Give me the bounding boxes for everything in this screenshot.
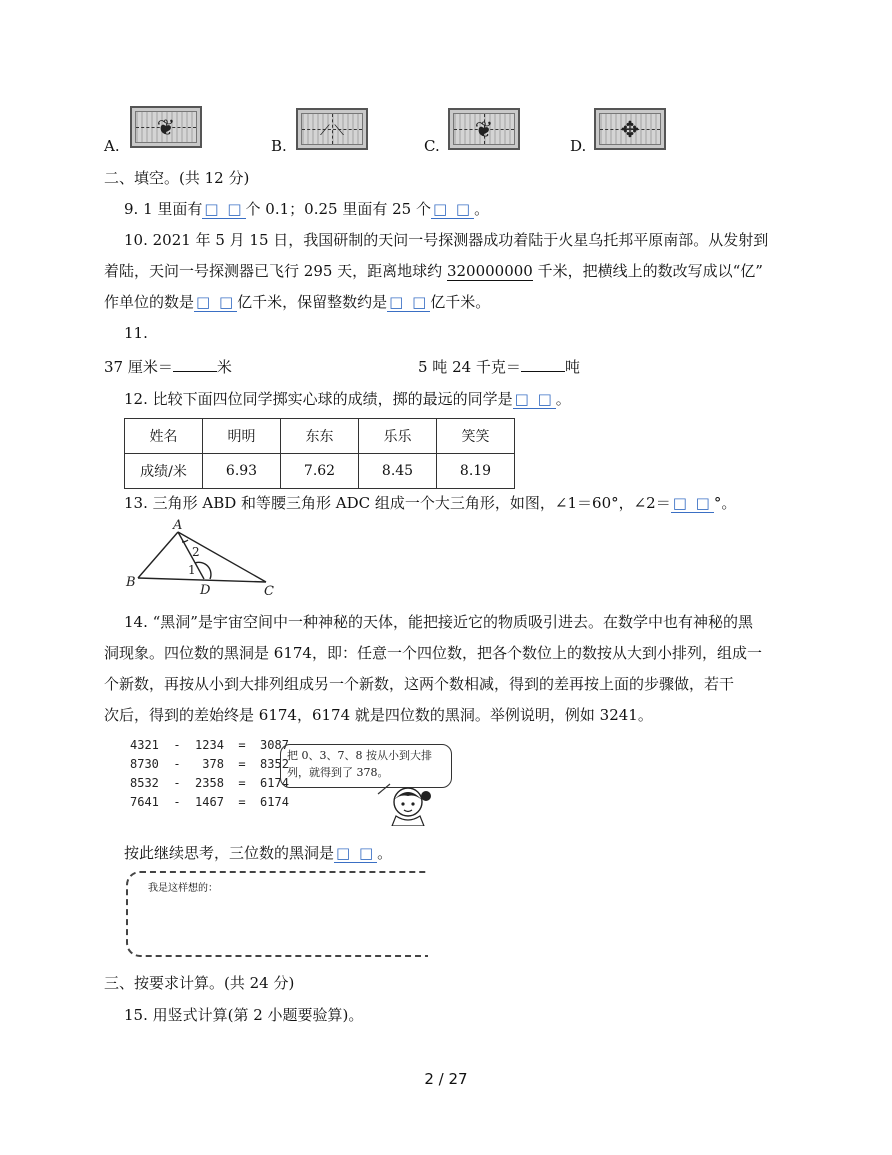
q11-a-answer[interactable] xyxy=(173,371,217,372)
q12-end: 。 xyxy=(555,390,571,408)
calc-line: 7641 - 1467 = 6174 xyxy=(130,795,289,809)
q14-line-3: 个新数，再按从小到大排列组成另一个新数，这两个数相减，得到的差再按上面的步骤做，若干 xyxy=(104,675,735,693)
option-image-a xyxy=(130,106,202,148)
page-number: 2 / 27 xyxy=(424,1070,468,1088)
option-image-d xyxy=(594,108,666,150)
side-ab xyxy=(138,532,178,578)
table-cell: 东东 xyxy=(281,419,359,454)
option-label-a: A. xyxy=(104,137,120,155)
question-9 xyxy=(124,198,489,219)
girl-illustration xyxy=(370,782,440,826)
section-heading: 二、填空。(共 12 分) xyxy=(104,169,250,187)
triangle-figure xyxy=(120,518,290,600)
q13-end: °。 xyxy=(713,494,737,512)
q9-text-1: 9. 1 里面有 xyxy=(124,200,203,218)
angle-1-label: 1 xyxy=(188,563,196,577)
q10-text: 千米，把横线上的数改写成以“亿” xyxy=(532,262,763,280)
flower-icon: ✥ xyxy=(620,118,640,143)
q11-b-unit: 吨 xyxy=(564,358,580,376)
q14-end: 。 xyxy=(377,844,393,862)
q13-blank[interactable]: □ □ xyxy=(672,494,712,512)
q11-b-answer[interactable] xyxy=(521,371,565,372)
table-row xyxy=(125,454,515,489)
table-cell: 8.19 xyxy=(437,454,515,489)
answer-box[interactable] xyxy=(126,871,428,957)
table-cell: 乐乐 xyxy=(359,419,437,454)
q14-follow-up xyxy=(124,842,392,863)
table-cell: 8.45 xyxy=(359,454,437,489)
q10-blank-2[interactable]: □ □ xyxy=(389,293,429,311)
score-table xyxy=(124,418,515,489)
q13-text: 13. 三角形 ABD 和等腰三角形 ADC 组成一个大三角形，如图，∠1＝60°，∠2＝ xyxy=(124,494,671,512)
speech-bubble: 把 0、3、7、8 按从小到大排列，就得到了 378。 xyxy=(280,744,452,788)
calc-line: 4321 - 1234 = 3087 xyxy=(130,738,289,752)
table-cell: 成绩/米 xyxy=(125,454,203,489)
q11-part-b xyxy=(418,356,580,377)
q9-blank-1[interactable]: □ □ xyxy=(204,200,244,218)
vertex-a-label: A xyxy=(173,518,183,533)
option-label-d: D. xyxy=(570,137,587,155)
vertex-c-label: C xyxy=(264,584,274,599)
q14-blank[interactable]: □ □ xyxy=(336,844,376,862)
vertex-d-label: D xyxy=(200,583,211,598)
leaf-icon: ❦ xyxy=(474,118,494,143)
question-13 xyxy=(124,492,736,513)
table-cell: 6.93 xyxy=(203,454,281,489)
q9-text-2: 个 0.1；0.25 里面有 25 个 xyxy=(245,200,431,218)
q10-line-2 xyxy=(104,260,763,281)
angle-2-label: 2 xyxy=(192,545,200,559)
leaf-icon: ❦ xyxy=(156,116,176,141)
q10-blank-1[interactable]: □ □ xyxy=(196,293,236,311)
q10-text: 着陆，天问一号探测器已飞行 295 天，距离地球约 xyxy=(104,262,447,280)
calc-line: 8730 - 378 = 8352 xyxy=(130,757,289,771)
q10-text: 亿千米。 xyxy=(430,293,491,311)
q11-number: 11. xyxy=(124,324,148,342)
q10-text: 亿千米，保留整数约是 xyxy=(237,293,388,311)
q14-line-2: 洞现象。四位数的黑洞是 6174，即：任意一个四位数，把各个数位上的数按从大到小排列，组成一 xyxy=(104,644,762,662)
table-cell: 笑笑 xyxy=(437,419,515,454)
section-heading: 三、按要求计算。(共 24 分) xyxy=(104,974,295,992)
question-12 xyxy=(124,388,571,409)
table-cell: 明明 xyxy=(203,419,281,454)
answer-box-label: 我是这样想的： xyxy=(148,883,218,894)
calc-line: 8532 - 2358 = 6174 xyxy=(130,776,289,790)
q14-follow-text: 按此继续思考，三位数的黑洞是 xyxy=(124,844,335,862)
vertex-b-label: B xyxy=(126,575,136,590)
q10-line-1: 10. 2021 年 5 月 15 日，我国研制的天问一号探测器成功着陆于火星乌托邦平原南部。从发射到 xyxy=(124,231,769,249)
option-label-c: C. xyxy=(424,137,440,155)
question-15: 15. 用竖式计算(第 2 小题要验算)。 xyxy=(124,1006,364,1024)
table-row xyxy=(125,419,515,454)
option-label-b: B. xyxy=(271,137,287,155)
q12-text: 12. 比较下面四位同学掷实心球的成绩，掷的最远的同学是 xyxy=(124,390,513,408)
q9-text-3: 。 xyxy=(474,200,490,218)
q10-line-3 xyxy=(104,291,490,312)
q11-b-text: 5 吨 24 千克＝ xyxy=(418,358,521,376)
q11-a-unit: 米 xyxy=(216,358,232,376)
q9-blank-2[interactable]: □ □ xyxy=(432,200,473,218)
q10-text: 作单位的数是 xyxy=(104,293,195,311)
q14-line-4: 次后，得到的差始终是 6174，6174 就是四位数的黑洞。举例说明，例如 3241。 xyxy=(104,706,653,724)
q12-blank[interactable]: □ □ xyxy=(514,390,554,408)
option-image-c xyxy=(448,108,520,150)
q14-line-1: 14. “黑洞”是宇宙空间中一种神秘的天体，能把接近它的物质吸引进去。在数学中也有神秘的黑 xyxy=(124,613,753,631)
option-image-b xyxy=(296,108,368,150)
side-bc xyxy=(138,578,266,582)
q11-part-a xyxy=(104,356,232,377)
table-cell: 7.62 xyxy=(281,454,359,489)
q11-a-text: 37 厘米＝ xyxy=(104,358,173,376)
corner-leaf-icon: ⟋ ⟍ xyxy=(319,123,345,139)
q10-underlined-number: 320000000 xyxy=(446,262,533,280)
table-cell: 姓名 xyxy=(125,419,203,454)
